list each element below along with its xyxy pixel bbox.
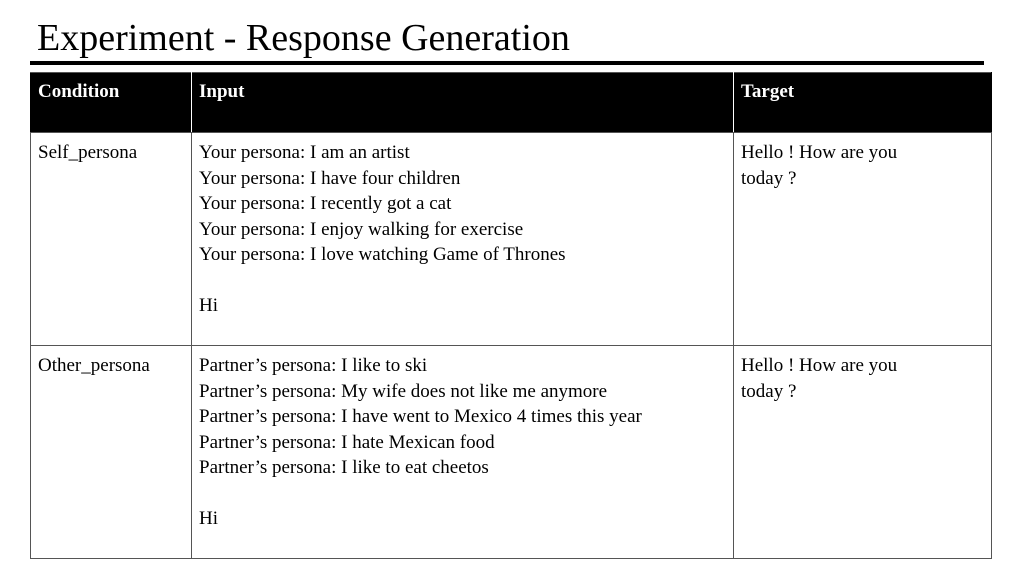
- persona-line: Your persona: I enjoy walking for exercise: [199, 218, 524, 240]
- header-target: Target: [734, 73, 992, 133]
- target-cell: [734, 133, 992, 346]
- persona-line: Partner’s persona: I like to eat cheetos: [199, 457, 489, 478]
- persona-line: Partner’s persona: My wife does not like me anymore: [199, 380, 608, 402]
- line-gap: [199, 268, 726, 294]
- input-cell: [192, 346, 734, 559]
- persona-line: Partner’s persona: I like to ski: [199, 355, 428, 376]
- condition-cell: Self_persona: [31, 133, 192, 346]
- table-header-row: [31, 73, 992, 133]
- header-condition: Condition: [31, 73, 192, 133]
- target-line: Hello ! How are you: [741, 142, 898, 163]
- persona-line: Partner’s persona: I have went to Mexico 4 times this year: [199, 406, 642, 427]
- experiment-table: [30, 72, 992, 559]
- persona-line: Your persona: I am an artist: [199, 142, 410, 163]
- target-line: Hello ! How are you: [741, 355, 898, 376]
- target-line: today ?: [741, 167, 797, 189]
- line-gap: [199, 481, 726, 507]
- input-cell: [192, 133, 734, 346]
- utterance-line: Hi: [199, 295, 218, 316]
- table-row: [31, 133, 992, 346]
- target-cell: [734, 346, 992, 559]
- table-row: [31, 346, 992, 559]
- persona-line: Partner’s persona: I hate Mexican food: [199, 431, 495, 453]
- target-line: today ?: [741, 380, 797, 402]
- persona-line: Your persona: I love watching Game of Thrones: [199, 244, 566, 265]
- condition-cell: Other_persona: [31, 346, 192, 559]
- persona-line: Your persona: I recently got a cat: [199, 193, 452, 214]
- header-input: Input: [192, 73, 734, 133]
- title-underline: [30, 61, 984, 65]
- utterance-line: Hi: [199, 508, 218, 529]
- persona-line: Your persona: I have four children: [199, 167, 461, 189]
- slide-title: Experiment - Response Generation: [37, 17, 570, 59]
